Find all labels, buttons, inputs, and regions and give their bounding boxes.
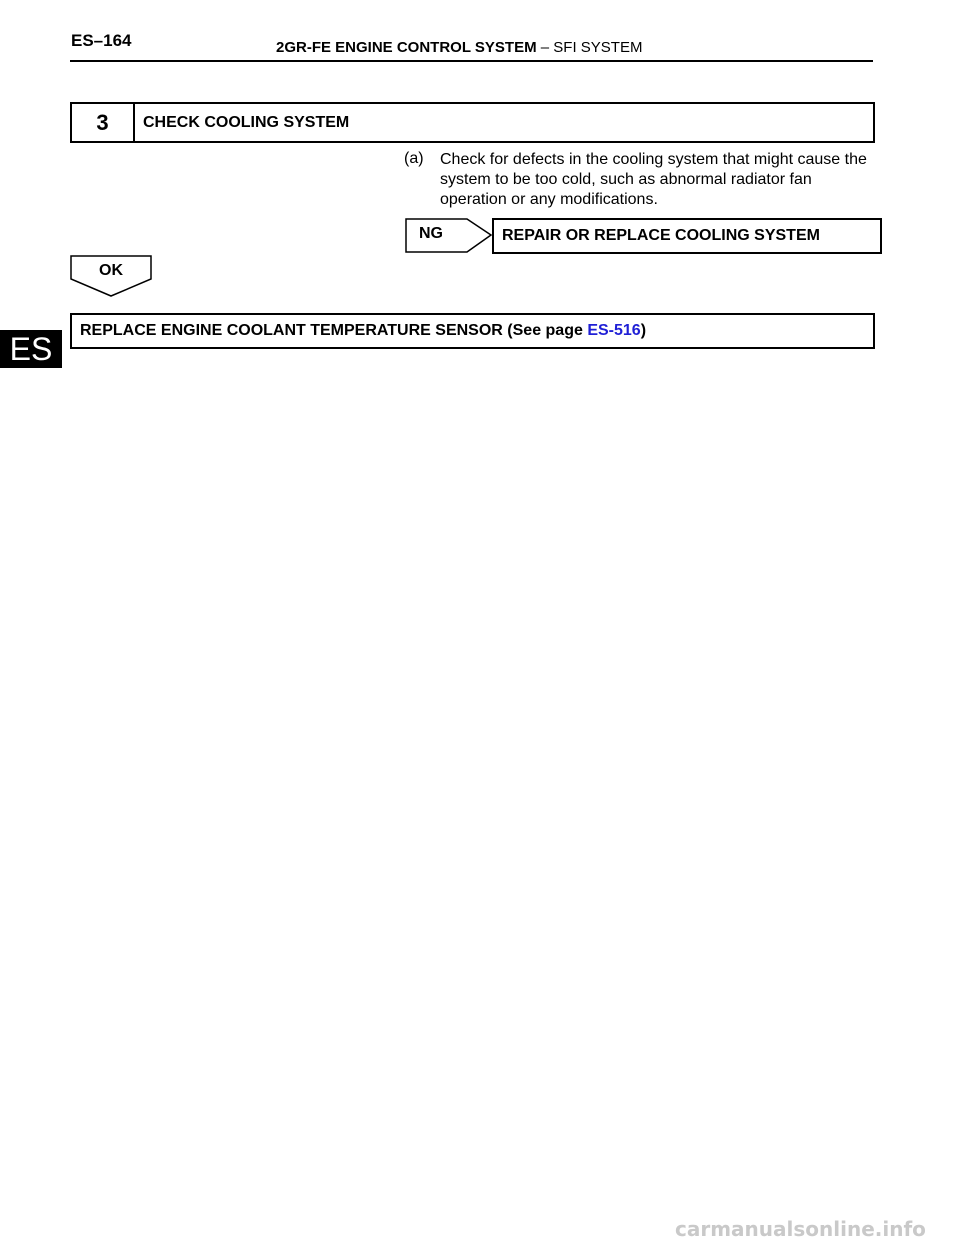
ok-label: OK	[99, 262, 123, 279]
instruction-text: Check for defects in the cooling system that might cause the system to be too cold, such as abnormal radiator fan operation or any modifications.	[440, 151, 867, 208]
final-step-text-end: )	[640, 322, 647, 339]
ng-action-box: REPAIR OR REPLACE COOLING SYSTEM	[492, 218, 882, 254]
ng-label: NG	[419, 225, 443, 242]
watermark: carmanualsonline.info	[675, 1217, 926, 1241]
header-title-bold: 2GR-FE ENGINE CONTROL SYSTEM	[276, 39, 537, 56]
section-side-tab: ES	[0, 330, 62, 368]
step-box	[70, 102, 875, 143]
header-title-rest: SFI SYSTEM	[553, 39, 643, 56]
step-title: CHECK COOLING SYSTEM	[143, 114, 350, 131]
header-title	[276, 39, 642, 56]
final-step-text: REPLACE ENGINE COOLANT TEMPERATURE SENSOR (See page	[80, 322, 588, 339]
page-number: ES–164	[71, 31, 132, 50]
header-rule	[70, 60, 873, 62]
header-title-separator: –	[540, 39, 550, 56]
instruction-marker: (a)	[404, 150, 424, 167]
page-reference-link[interactable]: ES-516	[587, 322, 641, 339]
final-step-box	[70, 313, 875, 349]
step-number: 3	[72, 104, 135, 141]
